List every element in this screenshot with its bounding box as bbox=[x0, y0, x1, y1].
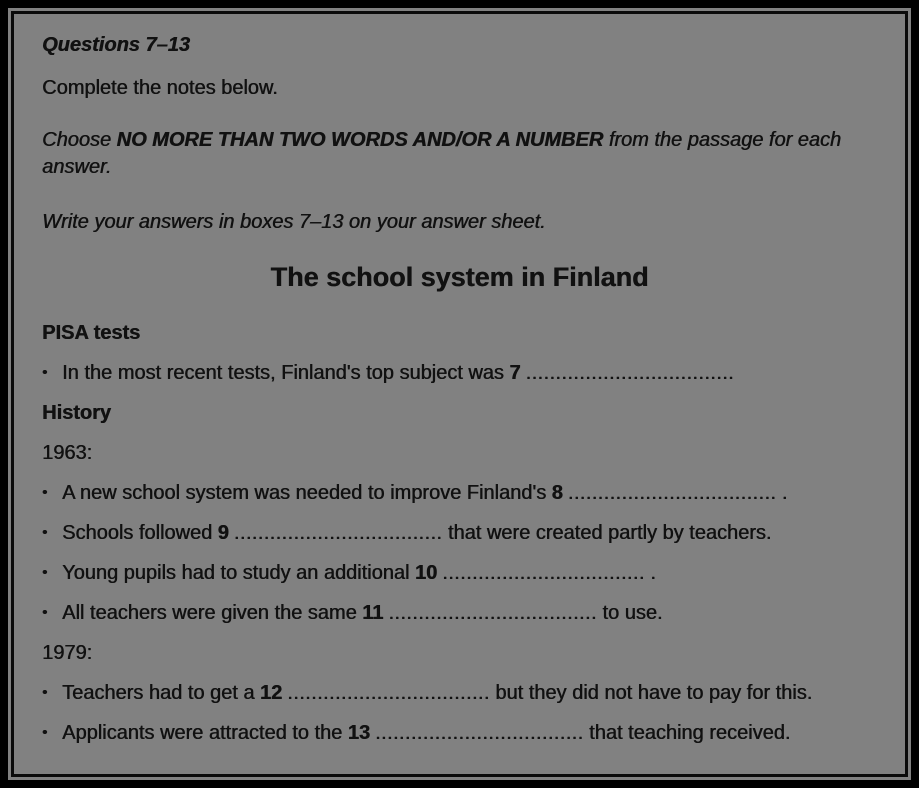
answer-blank: ................................... bbox=[388, 602, 597, 624]
question-number: 8 bbox=[551, 482, 563, 504]
bullet-icon: • bbox=[42, 364, 48, 381]
note-post: but they did not have to pay for this. bbox=[489, 682, 813, 704]
answer-blank: ................................... bbox=[374, 722, 584, 744]
note-text bbox=[62, 362, 877, 384]
answer-blank: ................................... bbox=[567, 482, 777, 504]
notes-box bbox=[11, 11, 908, 777]
year-1979: 1979: bbox=[42, 642, 93, 664]
note-line-q7 bbox=[42, 362, 877, 384]
bullet-icon: • bbox=[42, 524, 48, 541]
note-pre: Young pupils had to study an additional bbox=[62, 562, 415, 584]
note-post: that were created partly by teachers. bbox=[442, 522, 772, 544]
note-pre: In the most recent tests, Finland's top subject was bbox=[62, 362, 510, 384]
note-line-q12 bbox=[42, 682, 877, 704]
question-number: 9 bbox=[217, 522, 229, 544]
bullet-icon: • bbox=[42, 684, 48, 701]
note-post: that teaching received. bbox=[583, 722, 791, 744]
note-pre: A new school system was needed to improve Finland's bbox=[62, 482, 552, 504]
instruction-write: Write your answers in boxes 7–13 on your answer sheet. bbox=[42, 211, 546, 233]
heading-pisa-tests: PISA tests bbox=[42, 322, 141, 344]
note-line-q8 bbox=[42, 482, 877, 504]
answer-blank: ................................... bbox=[525, 362, 734, 384]
answer-blank: .................................. bbox=[442, 562, 645, 584]
bullet-icon: • bbox=[42, 604, 48, 621]
document-panel bbox=[8, 8, 911, 780]
bullet-icon: • bbox=[42, 484, 48, 501]
note-post: to use. bbox=[596, 602, 663, 624]
note-text bbox=[62, 562, 877, 584]
question-number: 10 bbox=[414, 562, 438, 584]
note-pre: Teachers had to get a bbox=[62, 682, 260, 704]
note-text bbox=[62, 482, 877, 504]
note-line-q10 bbox=[42, 562, 877, 584]
instruction-choose bbox=[42, 127, 877, 181]
note-text bbox=[62, 602, 877, 624]
note-post: . bbox=[644, 562, 656, 584]
question-number: 11 bbox=[362, 602, 384, 624]
note-text bbox=[62, 682, 877, 704]
answer-blank: .................................. bbox=[287, 682, 490, 704]
question-number: 13 bbox=[347, 722, 370, 744]
question-number: 12 bbox=[259, 682, 283, 704]
heading-history: History bbox=[42, 402, 111, 424]
note-line-q9 bbox=[42, 522, 877, 544]
question-number: 7 bbox=[509, 362, 521, 384]
note-text bbox=[62, 522, 877, 544]
instruction-complete: Complete the notes below. bbox=[42, 77, 278, 99]
choose-post-text: from the passage for each answer. bbox=[42, 129, 842, 178]
year-1963: 1963: bbox=[42, 442, 93, 464]
notes-title: The school system in Finland bbox=[270, 262, 649, 292]
note-line-q11 bbox=[42, 602, 877, 624]
bullet-icon: • bbox=[42, 724, 48, 741]
answer-blank: ................................... bbox=[233, 522, 443, 544]
note-post: . bbox=[776, 482, 788, 504]
word-limit-text: NO MORE THAN TWO WORDS AND/OR A NUMBER bbox=[116, 129, 604, 151]
note-pre: All teachers were given the same bbox=[62, 602, 363, 624]
note-pre: Schools followed bbox=[62, 522, 218, 544]
questions-heading: Questions 7–13 bbox=[42, 34, 190, 56]
bullet-icon: • bbox=[42, 564, 48, 581]
note-pre: Applicants were attracted to the bbox=[62, 722, 348, 744]
choose-pre-text: Choose bbox=[42, 129, 117, 151]
note-text bbox=[62, 722, 877, 744]
note-line-q13 bbox=[42, 722, 877, 744]
